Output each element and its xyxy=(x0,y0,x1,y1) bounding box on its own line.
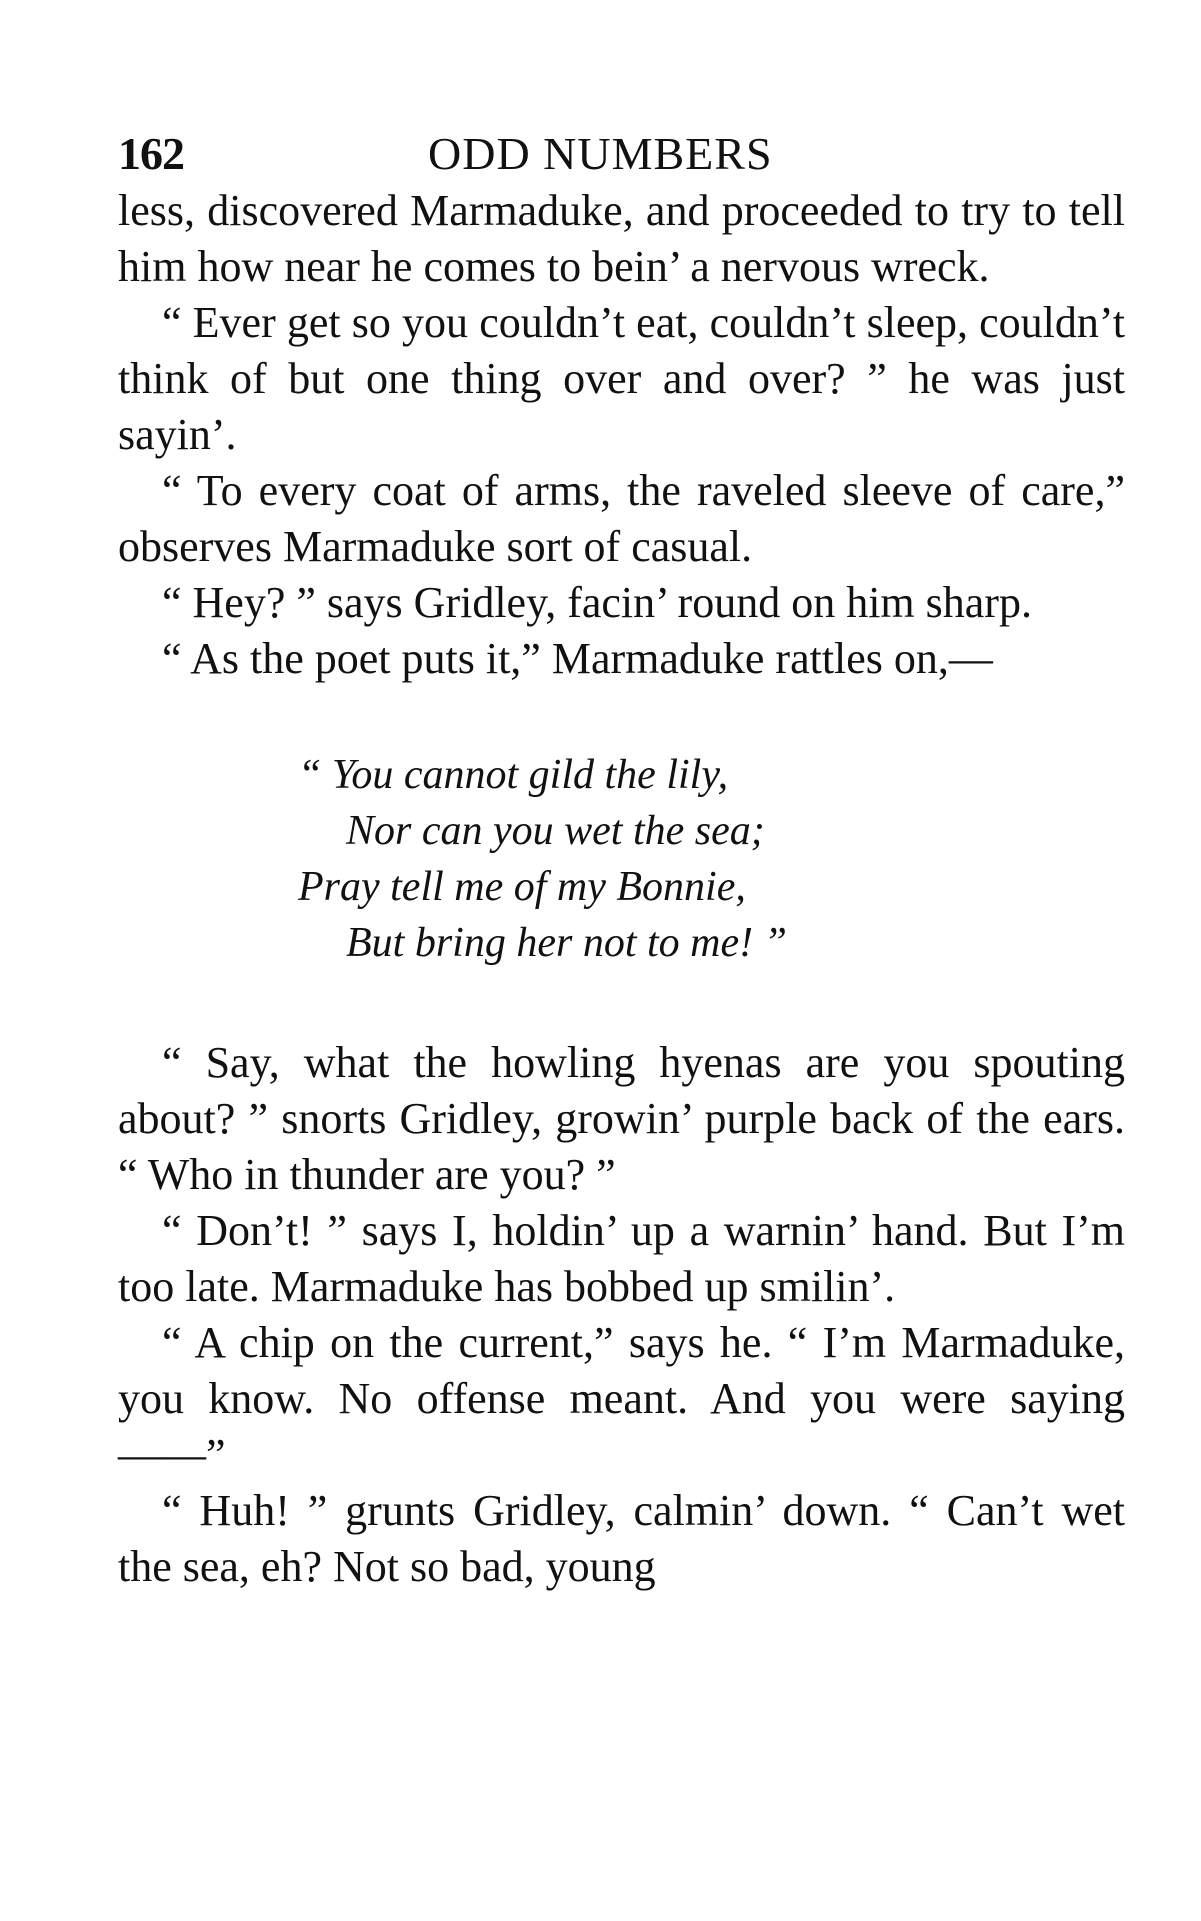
body-text xyxy=(118,183,1125,1595)
paragraph: “ Hey? ” says Gridley, facin’ round on him sharp. xyxy=(162,578,1032,627)
paragraph: “ Huh! ” grunts Gridley, calmin’ down. “ Can’t wet the sea, eh? Not so bad, young xyxy=(118,1486,1125,1591)
verse-line: Nor can you wet the sea; xyxy=(346,808,765,854)
verse-line: But bring her not to me! ” xyxy=(346,920,787,966)
verse-line: Pray tell me of my Bonnie, xyxy=(298,864,746,910)
page-header xyxy=(118,125,1125,183)
book-page xyxy=(118,125,1125,1595)
page-number: 162 xyxy=(118,128,184,179)
paragraph: “ A chip on the current,” says he. “ I’m Marmaduke, you know. No offense meant. And you were saying——” xyxy=(118,1318,1125,1479)
paragraph: “ As the poet puts it,” Marmaduke rattles on,— xyxy=(162,634,993,683)
paragraph: less, discovered Marmaduke, and proceeded to try to tell him how near he comes to bein’ a nervous wreck. xyxy=(118,186,1125,291)
paragraph: “ To every coat of arms, the raveled sleeve of care,” observes Marmaduke sort of casual. xyxy=(118,466,1125,571)
paragraph: “ Don’t! ” says I, holdin’ up a warnin’ hand. But I’m too late. Marmaduke has bobbed up smilin’. xyxy=(118,1206,1125,1311)
running-head: ODD NUMBERS xyxy=(428,128,773,179)
paragraph: “ Ever get so you couldn’t eat, couldn’t sleep, couldn’t think of but one thing over and over? ” he was just sayin’. xyxy=(118,298,1125,459)
verse-line: “ You cannot gild the lily, xyxy=(298,752,729,798)
paragraph: “ Say, what the howling hyenas are you spouting about? ” snorts Gridley, growin’ purple back of the ears. “ Who in thunder are you? ” xyxy=(118,1038,1125,1199)
verse-quote xyxy=(298,747,1125,971)
